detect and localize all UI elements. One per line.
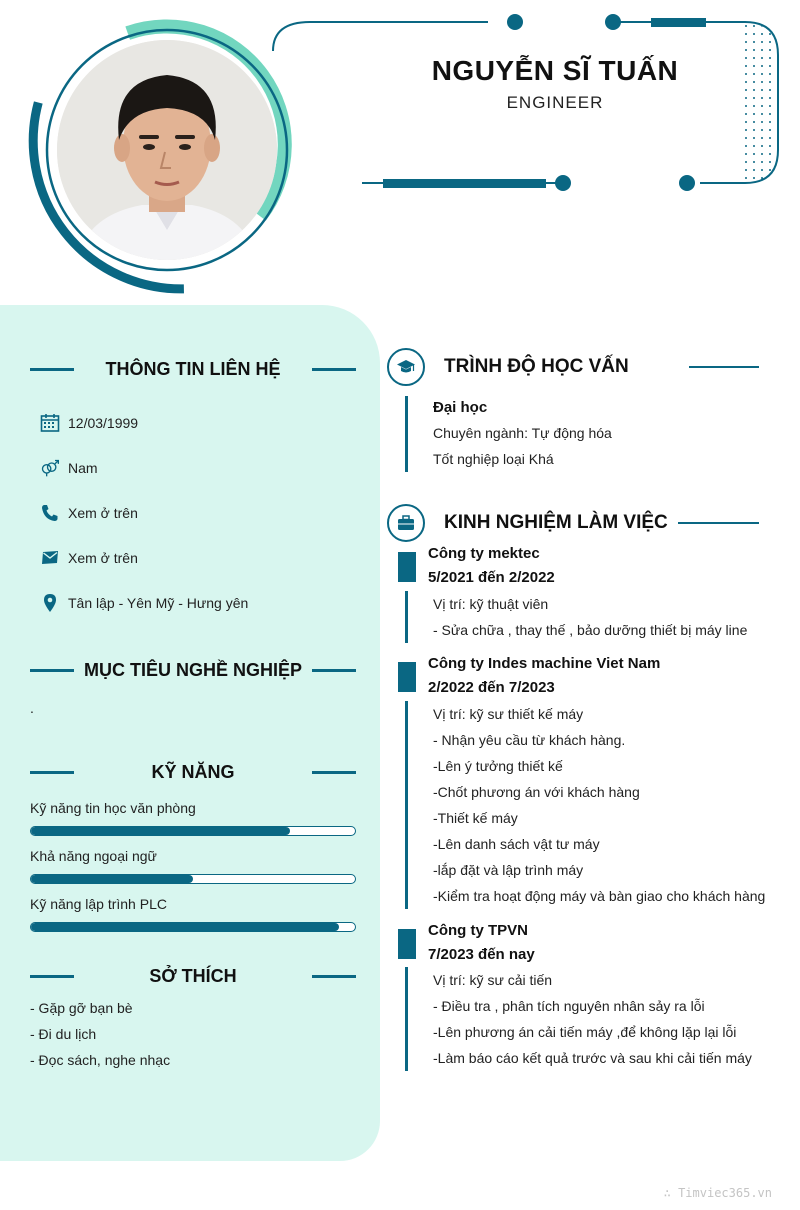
contact-gender <box>38 457 98 479</box>
skill-bar <box>30 922 356 932</box>
profile-photo <box>57 40 277 260</box>
skill-bar-fill <box>31 923 339 931</box>
skill-bar-fill <box>31 875 193 883</box>
job-detail-line: - Sửa chữa , thay thế , bảo dưỡng thiết bị máy line <box>433 622 748 638</box>
objective-text: . <box>30 700 34 716</box>
contact-address <box>38 592 248 614</box>
job-detail-line: -Làm báo cáo kết quả trước và sau khi cải tiến máy <box>433 1050 752 1066</box>
heading-rule <box>312 669 356 672</box>
gender-icon <box>38 457 62 479</box>
graduation-cap-icon <box>387 348 425 386</box>
email-value: Xem ở trên <box>68 550 138 566</box>
education-grade: Tốt nghiệp loại Khá <box>433 451 554 467</box>
skills-section-heading <box>30 759 356 785</box>
objective-section-heading <box>30 657 356 683</box>
job-detail-line: - Nhận yêu cầu từ khách hàng. <box>433 732 626 748</box>
job-detail-line: - Điều tra , phân tích nguyên nhân sảy ra lỗi <box>433 998 705 1014</box>
job-marker <box>398 662 416 692</box>
hobbies-section-heading <box>30 963 356 989</box>
job-detail-line: -Kiểm tra hoạt động máy và bàn giao cho khách hàng <box>433 888 766 904</box>
education-degree: Đại học <box>433 399 488 416</box>
skill-item <box>30 896 356 932</box>
watermark: ∴ Timviec365.vn <box>663 1186 772 1200</box>
birthdate-value: 12/03/1999 <box>68 415 139 431</box>
job-marker <box>398 929 416 959</box>
skill-item <box>30 800 356 836</box>
contact-section-heading <box>30 356 356 382</box>
education-heading: TRÌNH ĐỘ HỌC VẤN <box>444 356 629 377</box>
heading-rule <box>689 366 759 368</box>
hobby-item: - Gặp gỡ bạn bè <box>30 1000 133 1016</box>
calendar-icon <box>38 412 62 434</box>
skill-item <box>30 848 356 884</box>
job-details <box>405 591 747 643</box>
experience-heading: KINH NGHIỆM LÀM VIỆC <box>444 512 668 533</box>
job-detail-line: Vị trí: kỹ thuật viên <box>433 596 549 612</box>
job-detail-line: Vị trí: kỹ sư thiết kế máy <box>433 706 584 722</box>
gender-value: Nam <box>68 460 98 476</box>
location-pin-icon <box>38 592 62 614</box>
address-value: Tân lập - Yên Mỹ - Hưng yên <box>68 595 249 611</box>
heading-rule <box>312 975 356 978</box>
job-company: Công ty mektec <box>428 545 540 562</box>
skill-name: Kỹ năng lập trình PLC <box>30 896 167 912</box>
job-marker <box>398 552 416 582</box>
skill-bar-fill <box>31 827 290 835</box>
heading-rule <box>30 975 74 978</box>
heading-rule <box>30 669 74 672</box>
contact-phone <box>38 502 138 524</box>
phone-value: Xem ở trên <box>68 505 138 521</box>
education-entry <box>405 396 612 472</box>
job-details <box>405 967 752 1071</box>
job-detail-line: -lắp đặt và lập trình máy <box>433 862 584 878</box>
heading-rule <box>30 368 74 371</box>
heading-rule <box>312 771 356 774</box>
email-icon <box>38 547 62 569</box>
contact-birthdate <box>38 412 138 434</box>
hobby-item: - Đọc sách, nghe nhạc <box>30 1052 171 1068</box>
contact-email <box>38 547 138 569</box>
education-major: Chuyên ngành: Tự động hóa <box>433 425 612 441</box>
heading-rule <box>30 771 74 774</box>
job-detail-line: -Lên ý tưởng thiết kế <box>433 758 563 774</box>
job-period: 7/2023 đến nay <box>428 946 535 963</box>
job-detail-line: Vị trí: kỹ sư cải tiến <box>433 972 553 988</box>
job-title: ENGINEER <box>506 93 604 112</box>
heading-rule <box>678 522 759 524</box>
job-company: Công ty Indes machine Viet Nam <box>428 655 661 672</box>
briefcase-icon <box>387 504 425 542</box>
job-detail-line: -Thiết kế máy <box>433 810 518 826</box>
contact-heading: THÔNG TIN LIÊN HỆ <box>105 358 281 379</box>
job-details <box>405 701 765 909</box>
skill-bar <box>30 826 356 836</box>
job-detail-line: -Chốt phương án với khách hàng <box>433 784 640 800</box>
job-period: 2/2022 đến 7/2023 <box>428 679 555 696</box>
skill-name: Kỹ năng tin học văn phòng <box>30 800 196 816</box>
phone-icon <box>38 502 62 524</box>
skills-heading: KỸ NĂNG <box>151 761 235 782</box>
skill-name: Khả năng ngoại ngữ <box>30 848 157 864</box>
hobbies-heading: SỞ THÍCH <box>149 965 237 986</box>
hobby-item: - Đi du lịch <box>30 1026 97 1042</box>
job-company: Công ty TPVN <box>428 922 528 939</box>
job-detail-line: -Lên danh sách vật tư máy <box>433 836 600 852</box>
heading-rule <box>312 368 356 371</box>
job-period: 5/2021 đến 2/2022 <box>428 569 555 586</box>
candidate-name: NGUYỄN SĨ TUẤN <box>431 55 679 86</box>
skill-bar <box>30 874 356 884</box>
job-detail-line: -Lên phương án cải tiến máy ,để không lặp lại lỗi <box>433 1024 737 1040</box>
objective-heading: MỤC TIÊU NGHỀ NGHIỆP <box>83 659 302 680</box>
education-section-heading <box>387 348 759 386</box>
experience-section-heading <box>387 504 759 542</box>
